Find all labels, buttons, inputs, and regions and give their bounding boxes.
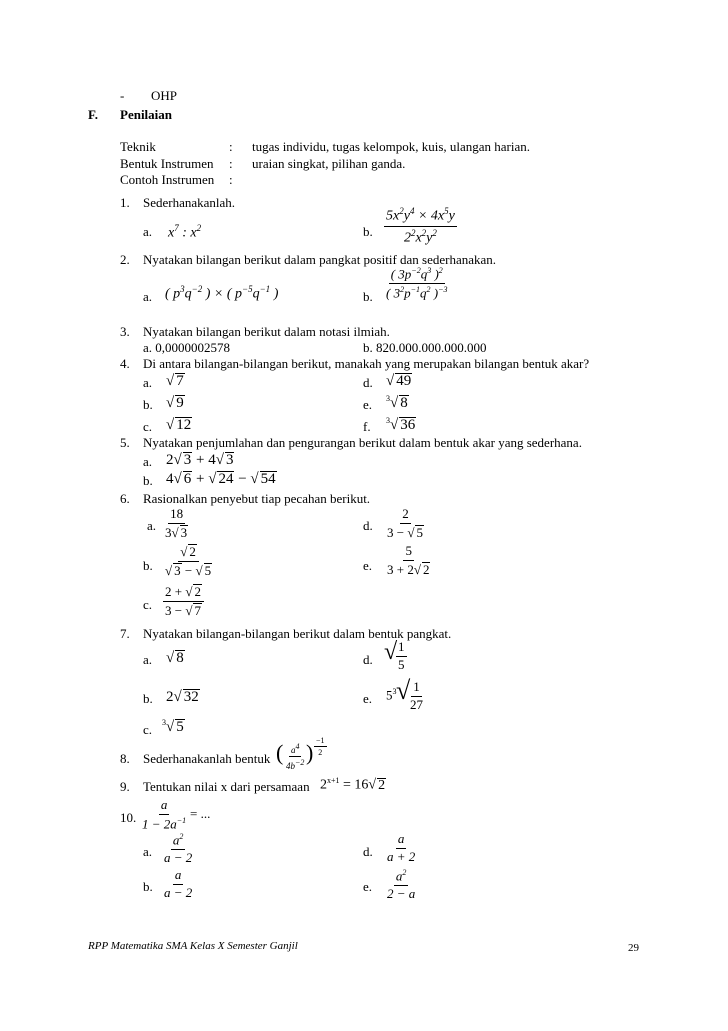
math-fraction: $\frac{a^4}{4b^{-2}}$ (286, 742, 305, 772)
math-fraction: $\frac{5}{3 + 2√ 2}$ (387, 543, 430, 577)
info-colon: : (229, 172, 233, 187)
info-label-teknik: Teknik (120, 139, 156, 154)
question-number: 10. (120, 810, 137, 825)
option-label: b. (143, 558, 153, 573)
option-label: a. (143, 454, 153, 469)
question-number: 7. (120, 626, 130, 641)
math-expression: √ (384, 639, 398, 665)
option-label: a. (143, 375, 153, 390)
math-fraction: $\frac{2}{3 - √ 5}$ (387, 506, 423, 540)
question-text: Rasionalkan penyebut tiap pecahan berikut. (143, 491, 371, 506)
question-number: 2. (120, 252, 130, 267)
math-expression: 2√ 3 + 4√ 3 (166, 452, 234, 468)
math-fraction: $\frac{a}{a + 2}$ (387, 831, 416, 864)
list-dash: - (120, 88, 125, 103)
math-fraction: $\frac{1}{5}$ (398, 639, 405, 672)
question-text: Nyatakan bilangan berikut dalam notasi ilmiah. (143, 324, 390, 339)
math-fraction: $\frac{1}{27}$ (410, 679, 423, 712)
option-label: a. (143, 652, 153, 667)
option-text: b. 820.000.000.000.000 (363, 340, 487, 355)
math-expression: $2^{x+1} = 16√$ 2 (320, 776, 386, 793)
math-expression: √ 9 (166, 395, 184, 411)
question-number: 3. (120, 324, 130, 339)
question-text: Tentukan nilai x dari persamaan (143, 779, 310, 794)
question-text: Nyatakan bilangan berikut dalam pangkat positif dan sederhanakan. (143, 252, 497, 267)
option-label: b. (143, 473, 153, 488)
question-text: Sederhanakanlah. (143, 195, 236, 210)
option-label: c. (143, 419, 153, 434)
option-label: d. (363, 844, 373, 859)
option-text: a. 0,0000002578 (143, 340, 231, 355)
math-fraction: $\frac{-1}{2}$ (316, 736, 325, 758)
option-label: b. (143, 879, 153, 894)
info-label-contoh: Contoh Instrumen (120, 172, 215, 187)
option-label: c. (143, 597, 153, 612)
option-label: a. (143, 844, 153, 859)
option-label: a. (147, 518, 157, 533)
option-label: e. (363, 691, 373, 706)
option-label: e. (363, 397, 373, 412)
option-label: b. (143, 397, 153, 412)
math-expression: √ 8 (166, 650, 184, 666)
info-label-bentuk: Bentuk Instrumen (120, 156, 214, 171)
question-number: 1. (120, 195, 130, 210)
info-colon: : (229, 139, 233, 154)
question-number: 5. (120, 435, 130, 450)
math-fraction: $\frac{2 + √ 2}{3 - √ 7}$ (163, 584, 204, 619)
page-number: 29 (628, 942, 639, 954)
option-label: a. (143, 224, 153, 239)
math-paren: ) (306, 740, 314, 765)
math-fraction: $\frac{√ 2}{√ 3 - √ 5}$ (165, 544, 212, 578)
math-fraction: $\frac{( 3p^{-2}q^3 )^2}{( 3^2p^{-1}q^2 )^{-3}}$ (386, 266, 448, 301)
question-number: 9. (120, 779, 130, 794)
math-expression: √ 49 (386, 373, 412, 389)
math-expression: √ (396, 676, 411, 705)
math-fraction: $\frac{5x^2y^4 \times 4x^5y}{2^2x^2y^2}$ (386, 206, 455, 246)
math-expression: 2√ 32 (166, 689, 199, 705)
math-paren: ( (276, 740, 284, 765)
math-fraction: $\frac{a^2}{a - 2}$ (164, 832, 193, 866)
option-label: f. (363, 419, 371, 434)
math-expression: $5^3$ (386, 687, 397, 703)
ohp-text: OHP (151, 88, 178, 103)
math-expression: $x^7$ : $x^2$ (168, 223, 202, 241)
question-text: Nyatakan penjumlahan dan pengurangan berikut dalam bentuk akar yang sederhana. (143, 435, 582, 450)
question-number: 4. (120, 356, 130, 371)
math-expression: = ... (190, 806, 211, 821)
math-expression: √ 7 (166, 373, 184, 389)
option-label: b. (143, 691, 153, 706)
section-letter: F. (88, 107, 98, 122)
info-value-teknik: tugas individu, tugas kelompok, kuis, ulangan harian. (252, 139, 531, 154)
question-text: Di antara bilangan-bilangan berikut, manakah yang merupakan bilangan bentuk akar? (143, 356, 590, 371)
option-label: d. (363, 652, 373, 667)
math-fraction: $\frac{18}{3√ 3}$ (165, 506, 188, 540)
info-colon: : (229, 156, 233, 171)
math-expression: $^3$√ 36 (386, 416, 416, 433)
question-number: 6. (120, 491, 130, 506)
question-text: Nyatakan bilangan-bilangan berikut dalam bentuk pangkat. (143, 626, 452, 641)
option-label: d. (363, 518, 373, 533)
info-value-bentuk: uraian singkat, pilihan ganda. (252, 156, 406, 171)
option-label: c. (143, 722, 153, 737)
option-label: d. (363, 375, 373, 390)
option-label: b. (363, 224, 373, 239)
math-fraction: $\frac{a}{a - 2}$ (164, 867, 193, 900)
question-text: Sederhanakanlah bentuk (143, 751, 271, 766)
math-expression: 4√ 6 + √ 24 − √ 54 (166, 471, 276, 487)
math-expression: $^3$√ 8 (386, 394, 408, 411)
section-title: Penilaian (120, 107, 173, 122)
footer-text: RPP Matematika SMA Kelas X Semester Ganjil (88, 940, 298, 952)
option-label: b. (363, 289, 373, 304)
question-number: 8. (120, 751, 130, 766)
math-expression: $^3$√ 5 (162, 718, 184, 735)
math-expression: ( $p^3q^{-2}$ ) × ( $p^{-5}q^{-1}$ ) (165, 284, 279, 302)
option-label: e. (363, 879, 373, 894)
math-fraction: $\frac{a}{1 - 2a^{-1}}$ (142, 797, 187, 832)
math-fraction: $\frac{a^2}{2 - a}$ (387, 868, 416, 902)
option-label: a. (143, 289, 153, 304)
math-expression: √ 12 (166, 417, 192, 433)
option-label: e. (363, 558, 373, 573)
